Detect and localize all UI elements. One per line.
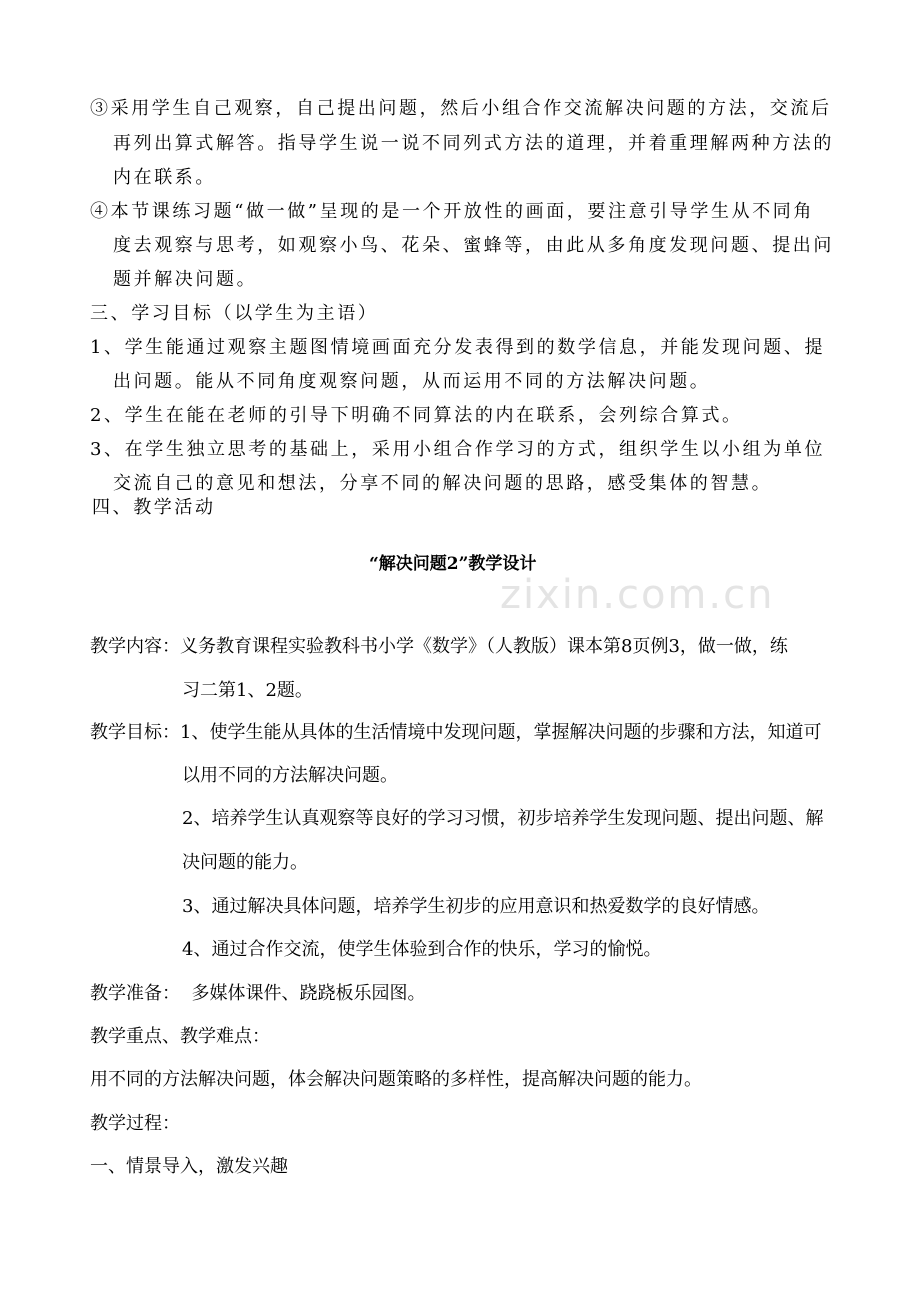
goal-2: 2、学生在能在老师的引导下明确不同算法的内在联系，会列综合算式。 <box>90 405 743 426</box>
key-points-heading: 教学重点、教学难点： <box>90 1026 270 1047</box>
process-step-1: 一、情景导入，激发兴趣 <box>90 1156 288 1177</box>
section-3-heading: 三、学习目标（以学生为主语） <box>90 303 379 324</box>
objective-2-line-1: 2、培养学生认真观察等良好的学习习惯，初步培养学生发现问题、提出问题、解 <box>182 808 824 829</box>
goal-3-line-1: 3、在学生独立思考的基础上，采用小组合作学习的方式，组织学生以小组为单位 <box>90 439 826 460</box>
teaching-content-line-2: 习二第1、2题。 <box>182 680 313 701</box>
objective-1-line-2: 以用不同的方法解决问题。 <box>182 765 398 786</box>
goal-1-line-2: 出问题。能从不同角度观察问题，从而运用不同的方法解决问题。 <box>113 371 711 392</box>
watermark: zixin.com.cn <box>500 572 775 618</box>
note-item-4-line-2: 度去观察与思考，如观察小鸟、花朵、蜜蜂等，由此从多角度发现问题、提出问 <box>113 235 834 256</box>
objective-3: 3、通过解决具体问题，培养学生初步的应用意识和热爱数学的良好情感。 <box>182 896 770 917</box>
key-points-text: 用不同的方法解决问题，体会解决问题策略的多样性，提高解决问题的能力。 <box>90 1069 702 1090</box>
section-4-heading: 四、教学活动 <box>92 497 216 518</box>
objective-4: 4、通过合作交流，使学生体验到合作的快乐，学习的愉悦。 <box>182 939 662 960</box>
note-item-3-line-3: 内在联系。 <box>113 167 216 188</box>
goal-1-line-1: 1、学生能通过观察主题图情境画面充分发表得到的数学信息，并能发现问题、提 <box>90 337 826 358</box>
goal-3-line-2: 交流自己的意见和想法，分享不同的解决问题的思路，感受集体的智慧。 <box>113 473 773 494</box>
teaching-content-line-1: 教学内容：义务教育课程实验教科书小学《数学》（人教版）课本第8页例3，做一做，练 <box>90 636 788 657</box>
design-title: “解决问题2”教学设计 <box>369 554 537 574</box>
teaching-preparation: 教学准备： 多媒体课件、跷跷板乐园图。 <box>90 983 426 1004</box>
note-item-4-line-1: ④本节课练习题“做一做”呈现的是一个开放性的画面，要注意引导学生从不同角 <box>90 201 815 222</box>
process-heading: 教学过程： <box>90 1113 180 1134</box>
note-item-3-line-1: ③采用学生自己观察，自己提出问题，然后小组合作交流解决问题的方法，交流后 <box>90 98 832 119</box>
note-item-3-line-2: 再列出算式解答。指导学生说一说不同列式方法的道理，并着重理解两种方法的 <box>113 133 834 154</box>
objective-2-line-2: 决问题的能力。 <box>182 852 308 873</box>
note-item-4-line-3: 题并解决问题。 <box>113 269 258 290</box>
objective-1-line-1: 教学目标：1、使学生能从具体的生活情境中发现问题，掌握解决问题的步骤和方法，知道可 <box>90 722 822 743</box>
